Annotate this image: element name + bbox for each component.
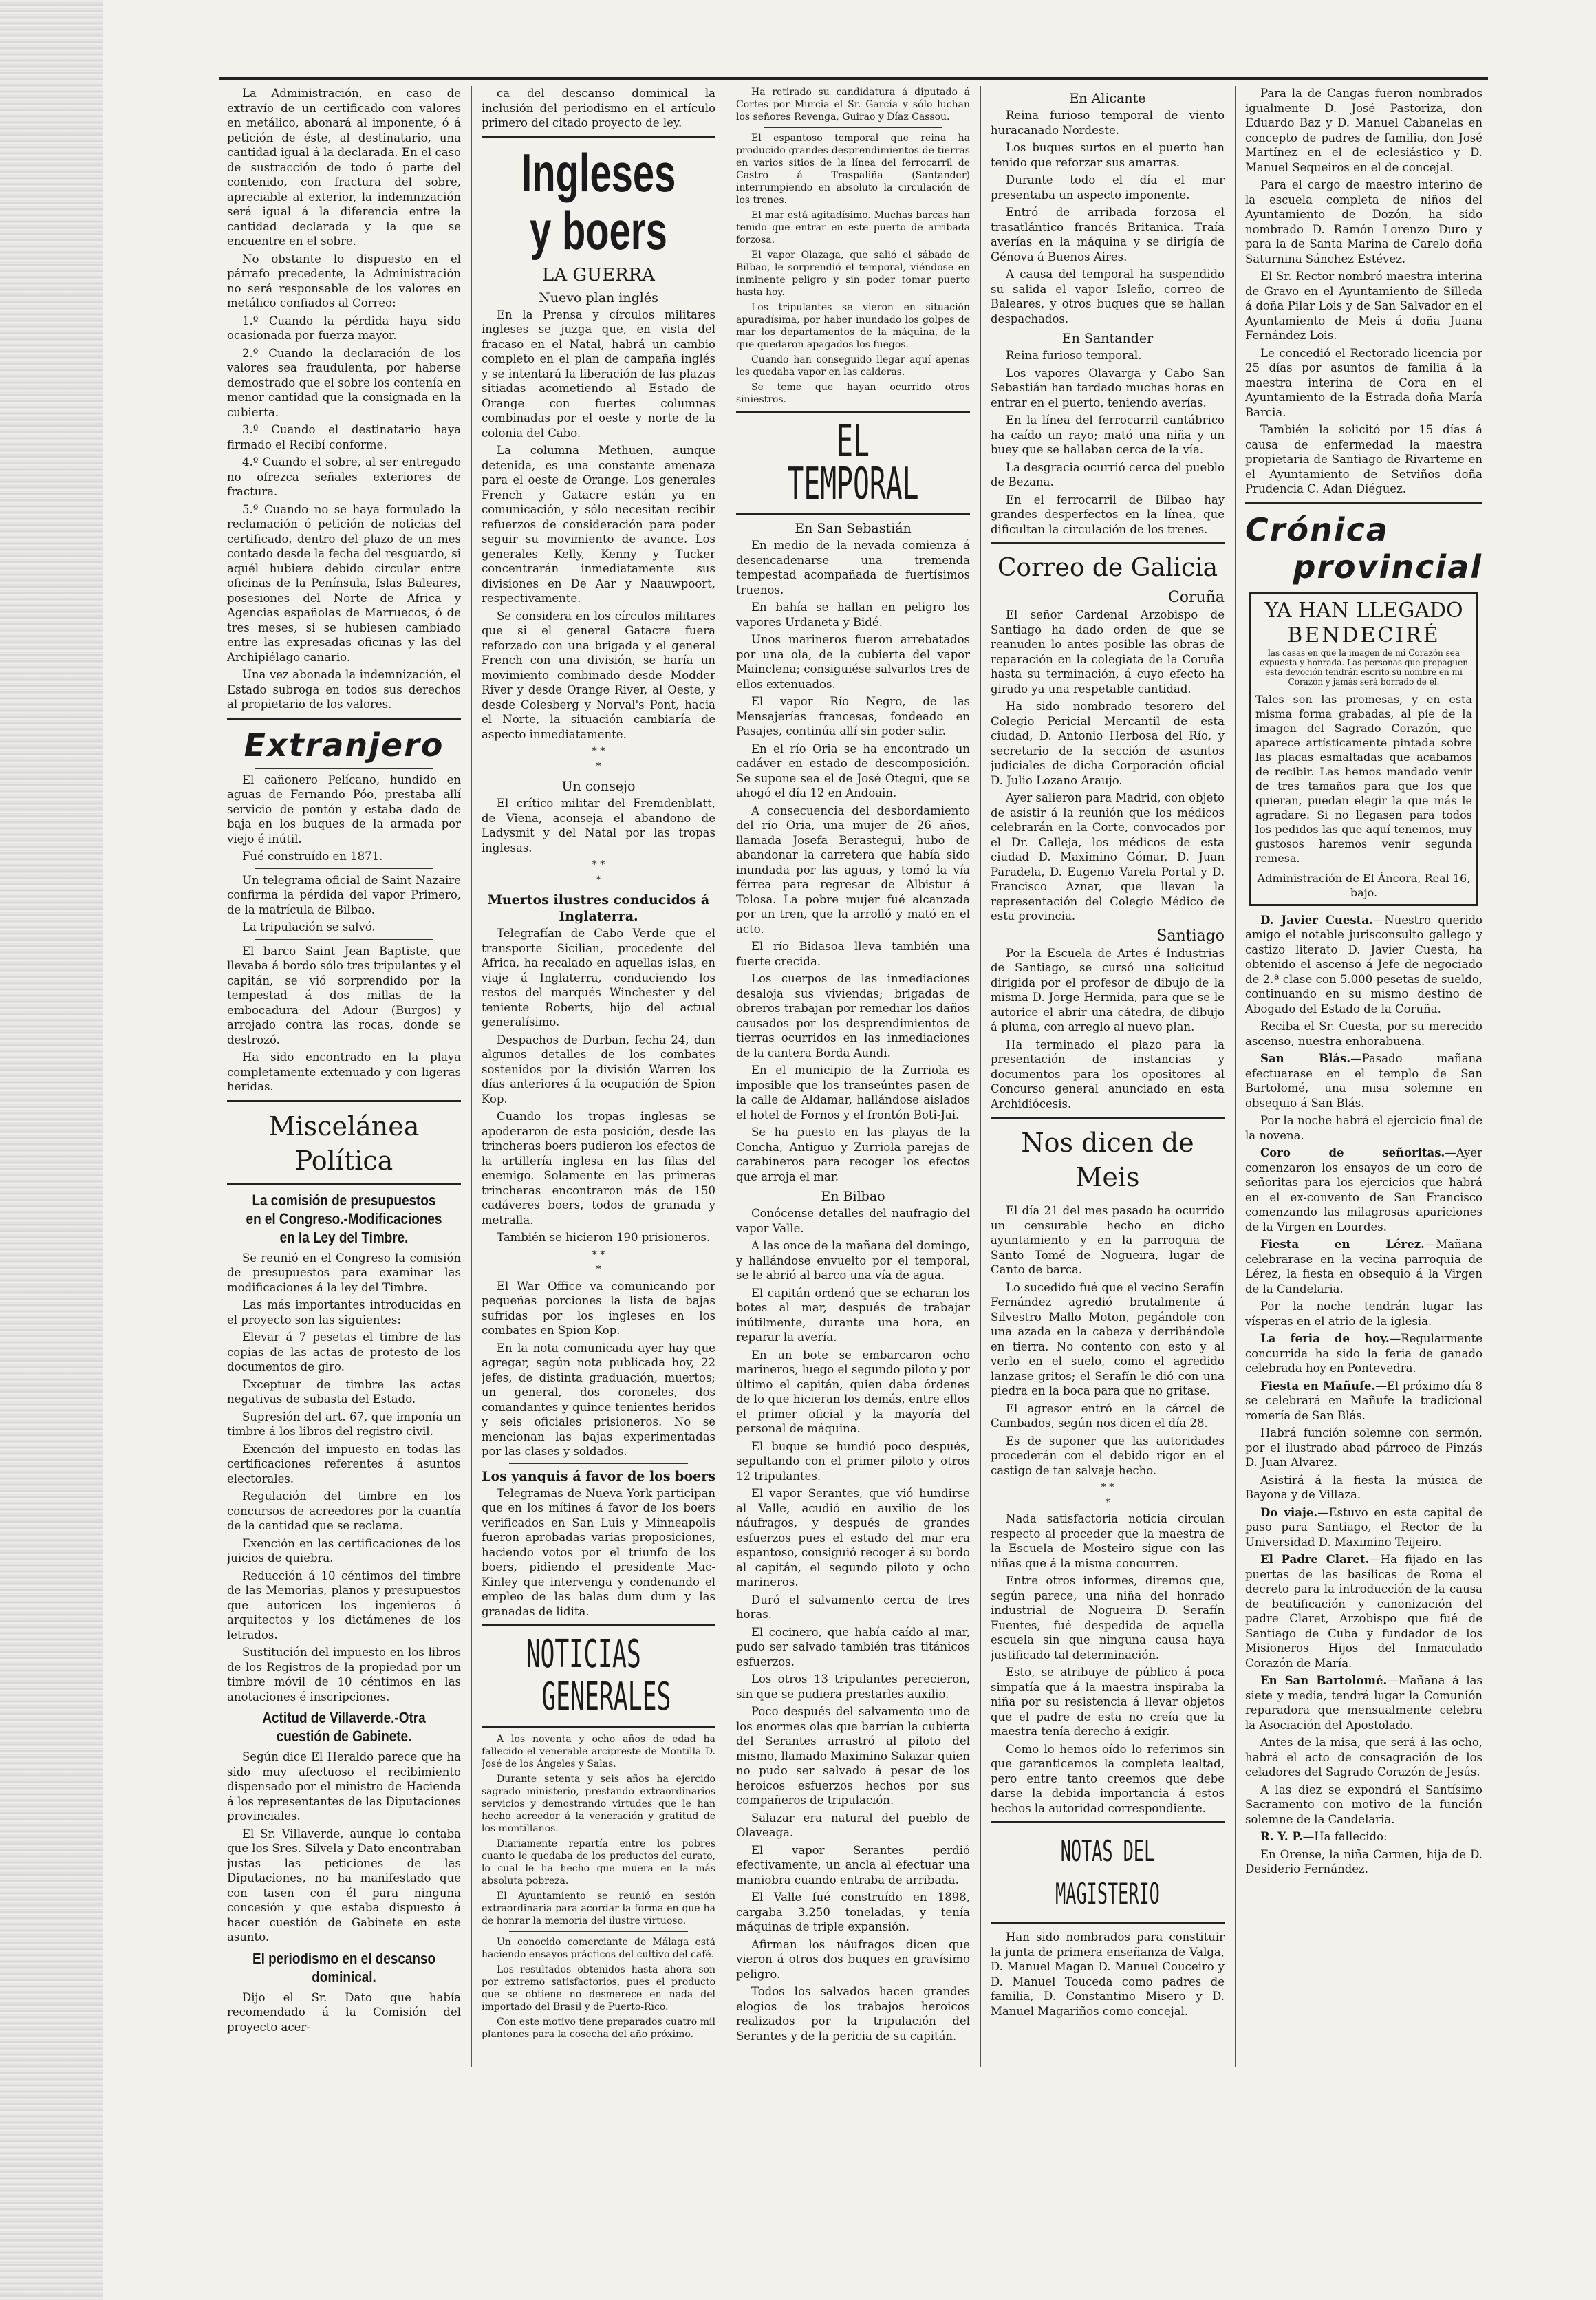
- paragraph: Poco después del salvamento uno de los enormes olas que barrían la cubierta del Serantes arrastró al piloto del mismo, llamado Maximino Salazar quien no pudo ser salvado á pesar de los heroicos esfuerzos hechos por sus compañeros de tripulación.: [736, 1705, 970, 1807]
- section-divider: [482, 1624, 715, 1626]
- paragraph: El Valle fué construído en 1898, cargaba 3.250 toneladas, y tenía máquinas de triple expansión.: [736, 1891, 970, 1933]
- paragraph: En la línea del ferrocarril cantábrico ha caído un rayo; mató una niña y un buey que se hallaban cerca de la vía.: [991, 413, 1225, 456]
- column-5: [1245, 86, 1482, 2067]
- paragraph: Cuando los tropas inglesas se apoderaron de esta posición, desde las trincheras boers pudieron los efectos de la artillería inglesa en las filas del enemigo. Solamente en las primeras trincheras encontraron más de 150 cadáveres boers, todos de granada y metralla.: [482, 1110, 715, 1227]
- paragraph: El cocinero, que había caído al mar, pudo ser salvado también tras titánicos esfuerzos.: [736, 1625, 970, 1668]
- paragraph: Durante setenta y seis años ha ejercido sagrado ministerio, prestando extraordinarios servicios y demostrando virtudes que le han hecho acreedor á la veneración y gratitud de los montillanos.: [482, 1774, 715, 1834]
- item-heading: R. Y. P.: [1260, 1830, 1303, 1843]
- article-heading: En Alicante: [1069, 91, 1146, 106]
- paragraph: Ha sido encontrado en la playa completamente extenuado y con ligeras heridas.: [227, 1051, 461, 1093]
- paragraph: El espantoso temporal que reina ha producido grandes desprendimientos de tierras en varios sitios de la línea del ferrocarril de Castro á Traspaliña (Santander) interrumpiendo en absoluto la circulación de los trenes.: [736, 133, 970, 206]
- paragraph: El vapor Serantes, que vió hundirse al Valle, acudió en auxilio de los náufragos, y después de grandes esfuerzos pues el estado del mar era espantoso, consiguió recoger á su bordo al capitán, el segundo piloto y ocho marineros.: [736, 1487, 970, 1589]
- paragraph: Telegramas de Nueva York participan que en los mítines á favor de los boers verificados en San Luis y Minneapolis fueron aprobadas varias proposiciones, haciendo votos por el triunfo de los boers, pidiendo el presidente Mac-Kinley que intervenga y condenando el empleo de las balas dum dum y las granadas de lidita.: [482, 1486, 715, 1618]
- paragraph: A las diez se expondrá el Santísimo Sacramento con motivo de la función solemne de la Candelaria.: [1245, 1783, 1482, 1826]
- news-item: San Blás.—Pasado mañana efectuarase en el templo de San Bartolomé, una misa solemne en obsequio á San Blás.: [1245, 1052, 1482, 1110]
- paragraph: Reducción á 10 céntimos del timbre de las Memorias, planos y presupuestos que autoricen los ingenieros ó arquitectos y los dictámenes de los letrados.: [227, 1569, 461, 1642]
- news-item: D. Javier Cuesta.—Nuestro querido amigo el notable jurisconsulto gallego y castizo literato D. Javier Cuesta, ha obtenido el ascenso á Jefe de negociado de 2.ª clase con 5.000 pesetas de sueldo, continuando en su mismo destino de Abogado del Estado de la Coruña.: [1245, 913, 1482, 1015]
- paragraph: En el ferrocarril de Bilbao hay grandes desperfectos en la línea, que dificultan la circulación de los trenes.: [991, 493, 1225, 536]
- paragraph: En un bote se embarcaron ocho marineros, luego el segundo piloto y por último el capitán, quien daba órdenes de lo que hicieran los demás, entre ellos el primer oficial y la mayoría del personal de máquina.: [736, 1348, 970, 1435]
- paragraph: 5.º Cuando no se haya formulado la reclamación ó petición de noticias del certificado, dentro del plazo de un mes contado desde la fecha del resguardo, si aquél hubiera debido circular entre oficinas de la Península, Islas Baleares, posesiones del Norte de Africa y Agencias españolas de Marruecos, ó de tres meses, si se hubiesen cambiado entre las expresadas oficinas y las del Archipiélago canario.: [227, 502, 461, 664]
- section-heading-noticias: NOTICIAS: [526, 1632, 641, 1677]
- paragraph: 1.º Cuando la pérdida haya sido ocasionada por fuerza mayor.: [227, 314, 461, 342]
- paragraph: El Ayuntamiento se reunió en sesión extraordinaria para acordar la forma en que ha de honrar la memoria del ilustre virtuoso.: [482, 1891, 715, 1926]
- item-heading: En San Bartolomé.: [1260, 1674, 1388, 1687]
- paragraph: El día 21 del mes pasado ha ocurrido un censurable hecho en dicho ayuntamiento y en la parroquia de Santo Tomé de Nogueira, lugar de Canto de barca.: [991, 1204, 1225, 1276]
- paragraph: Conócense detalles del naufragio del vapor Valle.: [736, 1207, 970, 1235]
- paragraph: Un telegrama oficial de Saint Nazaire confirma la pérdida del vapor Primero, de la matrícula de Bilbao.: [227, 873, 461, 916]
- subheading: Santiago: [1156, 927, 1225, 945]
- paragraph: Elevar á 7 pesetas el timbre de las copias de las actas de protesto de los documentos de giro.: [227, 1331, 461, 1373]
- paragraph: Las más importantes introducidas en el proyecto son las siguientes:: [227, 1298, 461, 1326]
- section-divider: [736, 411, 970, 413]
- paragraph: Es de suponer que las autoridades procederán con el debido rigor en el castigo de tan salvaje hecho.: [991, 1434, 1225, 1477]
- paragraph: Supresión del art. 67, que imponía un timbre á los libros del registro civil.: [227, 1410, 461, 1438]
- paragraph: En la Prensa y círculos militares ingleses se juzga que, en vista del fracaso en el Natal, habrá un cambio completo en el plan de campaña inglés y se intentará la liberación de las plazas sitiadas acometiendo al Estado de Orange con fuertes columnas combinadas por el oeste y norte de la colonia del Cabo.: [482, 308, 715, 440]
- item-heading: Coro de señoritas.: [1260, 1146, 1445, 1159]
- paragraph: La Administración, en caso de extravío de un certificado con valores en metálico, abonará al imponente, ó á petición de éste, al destinatario, una cantidad igual á la declarada. En el caso de sustracción de todo ó parte del contenido, con fractura del sobre, apreciable al exterior, la indemnización será igual á la diferencia entre la cantidad declarada y la que se encuentre en el sobre.: [227, 87, 461, 248]
- item-text: Mañana á las siete y media, tendrá lugar la Comunión reparadora que mensualmente celebra la Asociación del Apostolado.: [1245, 1674, 1482, 1732]
- item-heading: El Padre Claret.: [1260, 1553, 1370, 1566]
- paragraph: Ha sido nombrado tesorero del Colegio Pericial Mercantil de esta ciudad, D. Antonio Herbosa del Río, y secretario de la sección de asuntos judiciales de dicha Corporación oficial D. Julio Lozano Araujo.: [991, 700, 1225, 787]
- paragraph: El barco Saint Jean Baptiste, que llevaba á bordo sólo tres tripulantes y el capitán, se vió sorprendido por la tempestad á dos millas de la embocadura del Adour (Burgos) y arrojado contra las rocas, donde se destrozó.: [227, 944, 461, 1046]
- item-text: Pasado mañana efectuarase en el templo de San Bartolomé, una misa solemne en obsequio á San Blás.: [1245, 1052, 1482, 1110]
- paragraph: Los tripulantes se vieron en situación apuradísima, por haber inundado los golpes de mar los departamentos de la máquina, de la que quedaron apagados los fuegos.: [736, 302, 970, 350]
- column-divider: [471, 86, 472, 2067]
- paragraph: Los buques surtos en el puerto han tenido que reforzar sus amarras.: [991, 141, 1225, 169]
- paragraph: Afirman los náufragos dicen que vieron á otros dos buques en gravísimo peligro.: [736, 1937, 970, 1981]
- section-heading-cronica: Crónica: [1245, 510, 1389, 548]
- paragraph: Los otros 13 tripulantes perecieron, sin que se pudiera prestarles auxilio.: [736, 1673, 970, 1701]
- newspaper-page: [227, 86, 1482, 2067]
- item-text: Nuestro querido amigo el notable jurisconsulto gallego y castizo literato D. Javier Cuesta, ha obtenido el ascenso á Jefe de negociado de 2.ª clase con 5.000 pesetas de sueldo, continuando en su mismo destino de Abogado del Estado de la Coruña.: [1245, 913, 1482, 1015]
- section-heading-meis: Nos dicen de Meis: [1021, 1128, 1194, 1192]
- paragraph: Despachos de Durban, fecha 24, dan algunos detalles de los combates sostenidos por la división Warren los días anteriores á la ocupación de Spion Kop.: [482, 1033, 715, 1106]
- paragraph: 4.º Cuando el sobre, al ser entregado no ofrezca señales exteriores de fractura.: [227, 455, 461, 498]
- news-item: Coro de señoritas.—Ayer comenzaron los ensayos de un coro de señoritas para los ejercicios que habrá en el ex-convento de San Francisco comenzando las milagrosas apariciones de la Virgen en Lourdes.: [1245, 1146, 1482, 1234]
- paragraph: Para la de Cangas fueron nombrados igualmente D. José Pastoriza, don Eduardo Baz y D. Manuel Cabanelas en concepto de padres de familia, don José Martínez en el de eclesiástico y D. Manuel Sequeiros en el de concejal.: [1245, 87, 1482, 174]
- paragraph: El vapor Río Negro, de las Mensajerías francesas, fondeado en Pasajes, continúa allí sin poder salir.: [736, 695, 970, 738]
- column-3: [736, 86, 970, 2067]
- paragraph: Para el cargo de maestro interino de la escuela completa de niños del Ayuntamiento de Dozón, ha sido nombrado D. Ramón Lorenzo Duro y para la de Santa Marina de Carelo doña Saturnina Sánchez Estévez.: [1245, 178, 1482, 266]
- paragraph: Antes de la misa, que será á las ocho, habrá el acto de consagración de los celadores del Sagrado Corazón de Jesús.: [1245, 1736, 1482, 1778]
- paragraph: A consecuencia del desbordamiento del río Oria, una mujer de 26 años, llamada Josefa Berastegui, hubo de abandonar la carretera que había sido inundada por las aguas, y tomó la vía férrea para regresar de Albistur á Tolosa. La pobre mujer fué alcanzada por un tren, que la arrolló y mató en el acto.: [736, 804, 970, 936]
- paragraph: Exención en las certificaciones de los juicios de quiebra.: [227, 1536, 461, 1565]
- paragraph: Reina furioso temporal de viento huracanado Nordeste.: [991, 109, 1225, 137]
- ad-address: Administración de El Áncora, Real 16, bajo.: [1257, 871, 1471, 899]
- divider: [255, 939, 433, 940]
- paragraph: En la nota comunicada ayer hay que agregar, según nota publicada hoy, 22 jefes, de distinta graduación, muertos; un general, dos coroneles, dos comandantes y quince tenientes heridos y seis oficiales prisioneros. No se mencionan las bajas experimentadas por las clases y soldados.: [482, 1341, 715, 1458]
- paragraph: Reina furioso temporal.: [1006, 349, 1142, 362]
- paragraph: En el municipio de la Zurriola es imposible que los transeúntes pasen de la calle de Aldamar, hallándose aislados el hotel de Fornos y el frontón Boti-Jai.: [736, 1064, 970, 1121]
- subheading: LA GUERRA: [542, 264, 655, 286]
- section-divider: [227, 718, 461, 720]
- article-heading: La comisión de presupuestos en el Congreso.-Modificaciones en la Ley del Timbre.: [246, 1191, 442, 1246]
- item-text: Ha fallecido:: [1314, 1830, 1388, 1843]
- divider: [255, 868, 433, 869]
- section-heading-generales: GENERALES: [541, 1675, 671, 1719]
- ad-title: YA HAN LLEGADO: [1264, 598, 1463, 623]
- scan-margin: [0, 0, 103, 2300]
- paragraph: Se reunió en el Congreso la comisión de presupuestos para examinar las modificaciones á la ley del Timbre.: [227, 1251, 461, 1294]
- paragraph: Exceptuar de timbre las actas negativas de subasta del Estado.: [227, 1377, 461, 1406]
- column-4: [991, 86, 1225, 2067]
- section-divider: [736, 513, 970, 515]
- paragraph: Telegrafían de Cabo Verde que el transporte Sicilian, procedente del Africa, ha recalado en aquellas islas, en viaje á Inglaterra, conduciendo los restos del marqués Winchester y del teniente Roberts, hijo del actual generalísimo.: [482, 927, 715, 1029]
- separator-stars: * * *: [592, 1249, 605, 1275]
- paragraph: Exención del impuesto en todas las certificaciones referentes á asuntos electorales.: [227, 1442, 461, 1485]
- paragraph: Como lo hemos oído lo referimos sin que garanticemos la completa lealtad, pero entre tanto creemos que debe darse la debida importancia á estos hechos la autoridad correspondiente.: [991, 1742, 1225, 1815]
- paragraph: Ha retirado su candidatura á diputado á Cortes por Murcia el Sr. García y sólo luchan los señores Revenga, Guirao y Díaz Cassou.: [736, 87, 970, 122]
- section-divider: [227, 1183, 461, 1185]
- paragraph: En bahía se hallan en peligro los vapores Urdaneta y Bidé.: [736, 601, 970, 629]
- news-item: Do viaje.—Estuvo en esta capital de paso para Santiago, el Rector de la Universidad D. Maximino Teijeiro.: [1245, 1505, 1482, 1549]
- paragraph: Una vez abonada la indemnización, el Estado subroga en todos sus derechos al propietario de los valores.: [227, 668, 461, 711]
- paragraph: Según dice El Heraldo parece que ha sido muy afectuoso el recibimiento dispensado por el ministro de Hacienda á los representantes de las Diputaciones provinciales.: [227, 1750, 461, 1823]
- news-item: R. Y. P.—Ha fallecido:: [1260, 1830, 1388, 1843]
- separator-stars: * * *: [1101, 1482, 1114, 1508]
- item-heading: Fiesta en Mañufe.: [1260, 1379, 1376, 1393]
- item-text: Ha fijado en las puertas de las basílicas de Roma el decreto para la introducción de la causa de beatificación y canonización del padre Claret, Arzobispo que fué de Santiago de Cuba y fundador de los Misioneros Hijos del Inmaculado Corazón de María.: [1245, 1553, 1482, 1670]
- section-divider: [991, 1821, 1225, 1823]
- article-heading: En Santander: [1061, 331, 1154, 346]
- paragraph: El agresor entró en la cárcel de Cambados, según nos dicen el día 28.: [991, 1401, 1225, 1430]
- paragraph: El cañonero Pelícano, hundido en aguas de Fernando Póo, prestaba allí servicio de pontón y estaba dado de baja en los buques de la armada por viejo é inútil.: [227, 773, 461, 846]
- paragraph: También la solicitó por 15 días á causa de enfermedad la maestra propietaria de Santiago de Rivarteme en el Ayuntamiento de Setviños doña Prudencia C. Adan Diéguez.: [1245, 423, 1482, 495]
- paragraph: Dijo el Sr. Dato que había recomendado á la Comisión del proyecto acer-: [227, 1990, 461, 2034]
- paragraph: En Orense, la niña Carmen, hija de D. Desiderio Fernández.: [1245, 1847, 1482, 1876]
- section-divider: [991, 1117, 1225, 1119]
- article-heading: Un consejo: [561, 779, 636, 794]
- ad-fine-print: las casas en que la imagen de mi Corazón sea expuesta y honrada. Las personas que propaguen esta devoción tendrán escrito su nombre en mi Corazón y jamás será borrado de él.: [1260, 647, 1468, 687]
- paragraph: Lo sucedido fué que el vecino Serafín Fernández agredió brutalmente á Silvestro Mallo Moton, pegándole con una azada en la cabeza y derribándole en tierra. No contento con esto y al verlo en el suelo, como el agredido lanzase gritos; el Serafín le dió con una piedra en la boca para que no gritase.: [991, 1280, 1225, 1397]
- advertisement-box: [1249, 592, 1478, 906]
- item-text: Mañana celebrarase en la vecina parroquia de Lérez, la fiesta en obsequio á la Virgen de la Candelaria.: [1245, 1238, 1482, 1296]
- section-heading-correo-galicia: Correo de Galicia: [997, 554, 1218, 582]
- paragraph: 3.º Cuando el destinatario haya firmado el Recibí conforme.: [227, 423, 461, 451]
- paragraph: Entró de arribada forzosa el trasatlántico francés Britanica. Traía averías en la máquina y se dirigía de Génova á Buenos Aires.: [991, 206, 1225, 264]
- paragraph: Los cuerpos de las inmediaciones desaloja sus viviendas; brigadas de obreros trabajan por remediar los daños causados por los desprendimientos de tierras ocurridos en las inmediaciones de la cantera Borda Aundi.: [736, 972, 970, 1060]
- paragraph: Esto, se atribuye de público á poca simpatía que á la maestra inspiraba la niña por su resistencia á llevar objetos que el padre de esta no creía que la maestra tenía derecho á exigir.: [991, 1666, 1225, 1738]
- paragraph: Fué construído en 1871.: [242, 850, 383, 863]
- paragraph: Regulación del timbre en los concursos de acreedores por la cuantía de la cantidad que se reclama.: [227, 1490, 461, 1532]
- paragraph: Nada satisfactoria noticia circulan respecto al proceder que la maestra de la Escuela de Mosteiro sigue con las niñas que á la misma concurren.: [991, 1512, 1225, 1570]
- paragraph: Se ha puesto en las playas de la Concha, Antiguo y Zurriola parejas de carabineros para recoger los efectos que arroja el mar.: [736, 1126, 970, 1183]
- article-heading: Los yanquis á favor de los boers: [482, 1468, 715, 1484]
- paragraph: Se considera en los círculos militares que si el general Gatacre fuera reforzado con una brigada y el general French con una división, se haría un movimiento combinado desde Modder River y desde Orange River, al Oeste, y desde Colesberg y Norval's Pont, hacia el Norte, la situación cambiaría de aspecto inmediatamente.: [482, 609, 715, 741]
- paragraph: Se teme que hayan ocurrido otros siniestros.: [736, 382, 970, 405]
- paragraph: En el río Oria se ha encontrado un cadáver en estado de descomposición. Se supone sea el de José Otegui, que se ahogó el día 12 en Andoain.: [736, 742, 970, 799]
- paragraph: El buque se hundió poco después, sepultando con el primer piloto y otros 12 tripulantes.: [736, 1439, 970, 1483]
- paragraph: Diariamente repartía entre los pobres cuanto le quedaba de los productos del curato, lo cual le ha hecho que muera en la más absoluta pobreza.: [482, 1838, 715, 1887]
- separator-stars: * * *: [592, 746, 605, 772]
- item-heading: San Blás.: [1260, 1052, 1351, 1065]
- separator-stars: * * *: [592, 859, 605, 885]
- section-divider: [482, 1726, 715, 1728]
- divider: [255, 768, 433, 769]
- paragraph: El señor Cardenal Arzobispo de Santiago ha dado orden de que se reanuden lo antes posible las obras de reparación en la colegiata de la Coruña hasta su terminación, á cuyo efecto ha girado ya una respetable cantidad.: [991, 608, 1225, 696]
- divider: [509, 1931, 688, 1932]
- section-divider: [482, 136, 715, 138]
- paragraph: Unos marineros fueron arrebatados por una ola, de la cubierta del vapor Mainclena; consiguiése salvarlos tres de ellos extenuados.: [736, 633, 970, 691]
- paragraph: El crítico militar del Fremdenblatt, de Viena, aconseja el abandono de Ladysmit y del Natal por las tropas inglesas.: [482, 797, 715, 855]
- paragraph: Durante todo el día el mar presentaba un aspecto imponente.: [991, 173, 1225, 202]
- paragraph: A las once de la mañana del domingo, y hallándose envuelto por el temporal, se le abrió al barco una vía de agua.: [736, 1239, 970, 1282]
- paragraph: Con este motivo tiene preparados cuatro mil plantones para la cosecha del año próximo.: [482, 2017, 715, 2040]
- paragraph: La desgracia ocurrió cerca del pueblo de Bezana.: [991, 460, 1225, 488]
- divider: [764, 127, 942, 128]
- news-item: Fiesta en Mañufe.—El próximo día 8 se celebrará en Mañufe la tradicional romería de San Blás.: [1245, 1379, 1482, 1422]
- section-divider: [991, 1922, 1225, 1924]
- news-item: En San Bartolomé.—Mañana á las siete y media, tendrá lugar la Comunión reparadora que mensualmente celebra la Asociación del Apostolado.: [1245, 1674, 1482, 1732]
- paragraph: Entre otros informes, diremos que, según parece, una niña del honrado industrial de Nogueira D. Serafín Fuentes, fué despedida de aquella escuela sin que ninguna causa haya justificado tal determinación.: [991, 1574, 1225, 1662]
- paragraph: Por la noche habrá el ejercicio final de la novena.: [1245, 1114, 1482, 1142]
- subheading: Coruña: [1167, 589, 1225, 606]
- paragraph: A los noventa y ocho años de edad ha fallecido el venerable arcipreste de Montilla D. José de los Ángeles y Salas.: [482, 1734, 715, 1770]
- section-heading-miscelanea: Miscelánea Política: [268, 1110, 420, 1176]
- news-item: Fiesta en Lérez.—Mañana celebrarase en la vecina parroquia de Lérez, la fiesta en obsequio á la Virgen de la Candelaria.: [1245, 1238, 1482, 1296]
- item-text: Estuvo en esta capital de paso para Santiago, el Rector de la Universidad D. Maximino Teijeiro.: [1245, 1505, 1482, 1549]
- section-heading-magisterio: NOTAS DEL MAGISTERIO: [1055, 1834, 1160, 1911]
- paragraph: Salazar era natural del pueblo de Olaveaga.: [736, 1811, 970, 1839]
- paragraph: El Sr. Villaverde, aunque lo contaba que los Sres. Silvela y Dato encontraban justas las peticiones de las Diputaciones, no ha manifestado que con tasen con él para ninguna concesión y que estaba dispuesto á hacer cuestión de Gabinete en este asunto.: [227, 1827, 461, 1944]
- paragraph: El vapor Serantes perdió efectivamente, un ancla al efectuar una maniobra cuando entraba de arribada.: [736, 1843, 970, 1887]
- ad-body: Tales son las promesas, y en esta misma forma grabadas, al pie de la imagen del Sagrado Corazón, que aparece artísticamente pintada sobre las placas esmaltadas que acabamos de recibir. Las hemos mandado venir de tres tamaños para que los que quieran, puedan elegir la que más le agradare. Si no llegasen para todos los pedidos las que aquí tenemos, muy gustosos haremos venir segunda remesa.: [1255, 692, 1472, 865]
- paragraph: Por la Escuela de Artes é Industrias de Santiago, se cursó una solicitud dirigida por el profesor de dibujo de la misma D. Jorge Hermida, para que se le autorice el abrir una cátedra, de dibujo á pluma, con arreglo al nuevo plan.: [991, 946, 1225, 1033]
- divider: [509, 1463, 688, 1464]
- paragraph: Duró el salvamento cerca de tres horas.: [736, 1593, 970, 1621]
- paragraph: Le concedió el Rectorado licencia por 25 días por asuntos de familia á la maestra interina de Cora en el Ayuntamiento de la Estrada doña María Barcia.: [1245, 346, 1482, 419]
- paragraph: El capitán ordenó que se echaran los botes al mar, después de trabajar inútilmente, durante una hora, en reparar la avería.: [736, 1286, 970, 1344]
- item-text: Regularmente concurrida ha sido la feria de ganado celebrada hoy en Pontevedra.: [1245, 1332, 1482, 1375]
- item-text: El próximo día 8 se celebrará en Mañufe la tradicional romería de San Blás.: [1245, 1379, 1482, 1422]
- news-item: El Padre Claret.—Ha fijado en las puertas de las basílicas de Roma el decreto para la introducción de la causa de beatificación y canonización del padre Claret, Arzobispo que fué de Santiago de Cuba y fundador de los Misioneros Hijos del Inmaculado Corazón de María.: [1245, 1553, 1482, 1670]
- paragraph: ca del descanso dominical la inclusión del periodismo en el artículo primero del citado proyecto de ley.: [482, 87, 715, 129]
- paragraph: El río Bidasoa lleva también una fuerte crecida.: [736, 940, 970, 968]
- column-2: [482, 86, 715, 2067]
- column-divider: [1235, 86, 1236, 2067]
- column-divider: [980, 86, 981, 2067]
- item-text: Ayer comenzaron los ensayos de un coro de señoritas para los ejercicios que habrá en el ex-convento de San Francisco comenzando las milagrosas apariciones de la Virgen en Lourdes.: [1245, 1146, 1482, 1234]
- news-item: La feria de hoy.—Regularmente concurrida ha sido la feria de ganado celebrada hoy en Pontevedra.: [1245, 1332, 1482, 1375]
- paragraph: En medio de la nevada comienza á desencadenarse una tremenda tempestad acompañada de fuertísimos truenos.: [736, 539, 970, 597]
- section-heading-temporal: EL TEMPORAL: [787, 416, 919, 510]
- section-divider: [1245, 502, 1482, 504]
- paragraph: Asistirá á la fiesta la música de Bayona y de Villaza.: [1245, 1473, 1482, 1501]
- paragraph: La columna Methuen, aunque detenida, es una constante amenaza para el oeste de Orange. Los generales French y Gatacre están ya en comunicación, y sólo necesitan recibir refuerzos de consideración para poder seguir su movimiento de avance. Los generales Kelly, Kenny y Tucker concentrarán inmediatamente sus divisiones en De Aar y Naauwpoort, respectivamente.: [482, 444, 715, 605]
- section-divider: [227, 1100, 461, 1102]
- section-heading-extranjero: Extranjero: [244, 726, 444, 764]
- column-1: [227, 86, 461, 2067]
- article-heading: Muertos ilustres conducidos á Inglaterra.: [487, 892, 710, 924]
- section-divider: [991, 542, 1225, 544]
- section-heading-provincial: provincial: [1293, 548, 1482, 585]
- paragraph: Reciba el Sr. Cuesta, por su merecido ascenso, nuestra enhorabuena.: [1245, 1020, 1482, 1048]
- paragraph: Los vapores Olavarga y Cabo San Sebastián han tardado muchas horas en entrar en el puerto, teniendo averías.: [991, 366, 1225, 409]
- item-heading: D. Javier Cuesta.: [1260, 913, 1373, 927]
- ad-headline: BENDECIRÉ: [1287, 623, 1441, 647]
- paragraph: El mar está agitadísimo. Muchas barcas han tenido que entrar en este puerto de arribada forzosa.: [736, 210, 970, 246]
- paragraph: Sustitución del impuesto en los libros de los Registros de la propiedad por un timbre móvil de 10 céntimos en las anotaciones é inscripciones.: [227, 1646, 461, 1703]
- paragraph: El Sr. Rector nombró maestra interina de Gravo en el Ayuntamiento de Silleda á doña Pilar Lois y de San Salvador en el Ayuntamiento de Meis á doña Juana Fernández Lois.: [1245, 270, 1482, 342]
- item-heading: Fiesta en Lérez.: [1260, 1238, 1425, 1251]
- paragraph: A causa del temporal ha suspendido su salida el vapor Isleño, correo de Baleares, y otros buques que se hallan despachados.: [991, 268, 1225, 325]
- paragraph: El vapor Olazaga, que salió el sábado de Bilbao, le sorprendió el temporal, viéndose en inminente peligro y sin poder tomar puerto hasta hoy.: [736, 250, 970, 298]
- paragraph: El War Office va comunicando por pequeñas porciones la lista de bajas sufridas por los ingleses en los combates en Spion Kop.: [482, 1279, 715, 1337]
- paragraph: Los resultados obtenidos hasta ahora son por extremo satisfactorios, pues el producto que se obtiene no desmerece en nada del importado del Brasil y de Puerto-Rico.: [482, 1964, 715, 2012]
- paragraph: También se hicieron 190 prisioneros.: [497, 1231, 711, 1244]
- paragraph: La tripulación se salvó.: [242, 921, 376, 934]
- article-heading: El periodismo en el descanso dominical.: [252, 1949, 436, 1986]
- paragraph: 2.º Cuando la declaración de los valores sea fraudulenta, por haberse demostrado que el sobre los contenía en menor cantidad que la consignada en la cubierta.: [227, 346, 461, 419]
- paragraph: Habrá función solemne con sermón, por el ilustrado abad párroco de Pinzás D. Juan Alvarez.: [1245, 1426, 1482, 1469]
- paragraph: Ayer salieron para Madrid, con objeto de asistir á la reunión que los médicos celebrarán en la Corte, convocados por el Dr. Calleja, los médicos de esta ciudad D. Maximino Gómar, D. Juan Paradela, D. Eugenio Varela Portal y D. Francisco Aznar, que llevan la representación del Colegio Médico de esta provincia.: [991, 791, 1225, 923]
- paragraph: Cuando han conseguido llegar aquí apenas les quedaba vapor en las calderas.: [736, 354, 970, 378]
- article-heading: En San Sebastián: [795, 521, 912, 536]
- paragraph: No obstante lo dispuesto en el párrafo precedente, la Administración no será responsable de los valores en metálico confiados al Correo:: [227, 252, 461, 310]
- article-heading: Actitud de Villaverde.-Otra cuestión de Gabinete.: [262, 1709, 426, 1745]
- article-heading: Nuevo plan inglés: [539, 290, 658, 305]
- paragraph: Han sido nombrados para constituir la junta de primera enseñanza de Valga, D. Manuel Magan D. Manuel Couceiro y D. Manuel Touceda como padres de familia, D. Constantino Misero y D. Manuel Magariños como concejal.: [991, 1931, 1225, 2018]
- top-rule: [219, 77, 1488, 80]
- paragraph: Por la noche tendrán lugar las vísperas en el atrio de la iglesia.: [1245, 1300, 1482, 1328]
- paragraph: Todos los salvados hacen grandes elogios de los trabajos heroicos realizados por la tripulación del Serantes y de la pericia de su capitán.: [736, 1985, 970, 2043]
- paragraph: Ha terminado el plazo para la presentación de instancias y documentos para los opositores al Concurso general anunciado en esta Archidiócesis.: [991, 1038, 1225, 1110]
- section-heading-ingleses-boers: Ingleses y boers: [521, 142, 676, 261]
- article-heading: En Bilbao: [821, 1189, 885, 1204]
- item-heading: Do viaje.: [1260, 1505, 1318, 1519]
- paragraph: Un conocido comerciante de Málaga está haciendo ensayos prácticos del cultivo del café.: [482, 1937, 715, 1960]
- item-heading: La feria de hoy.: [1260, 1332, 1390, 1345]
